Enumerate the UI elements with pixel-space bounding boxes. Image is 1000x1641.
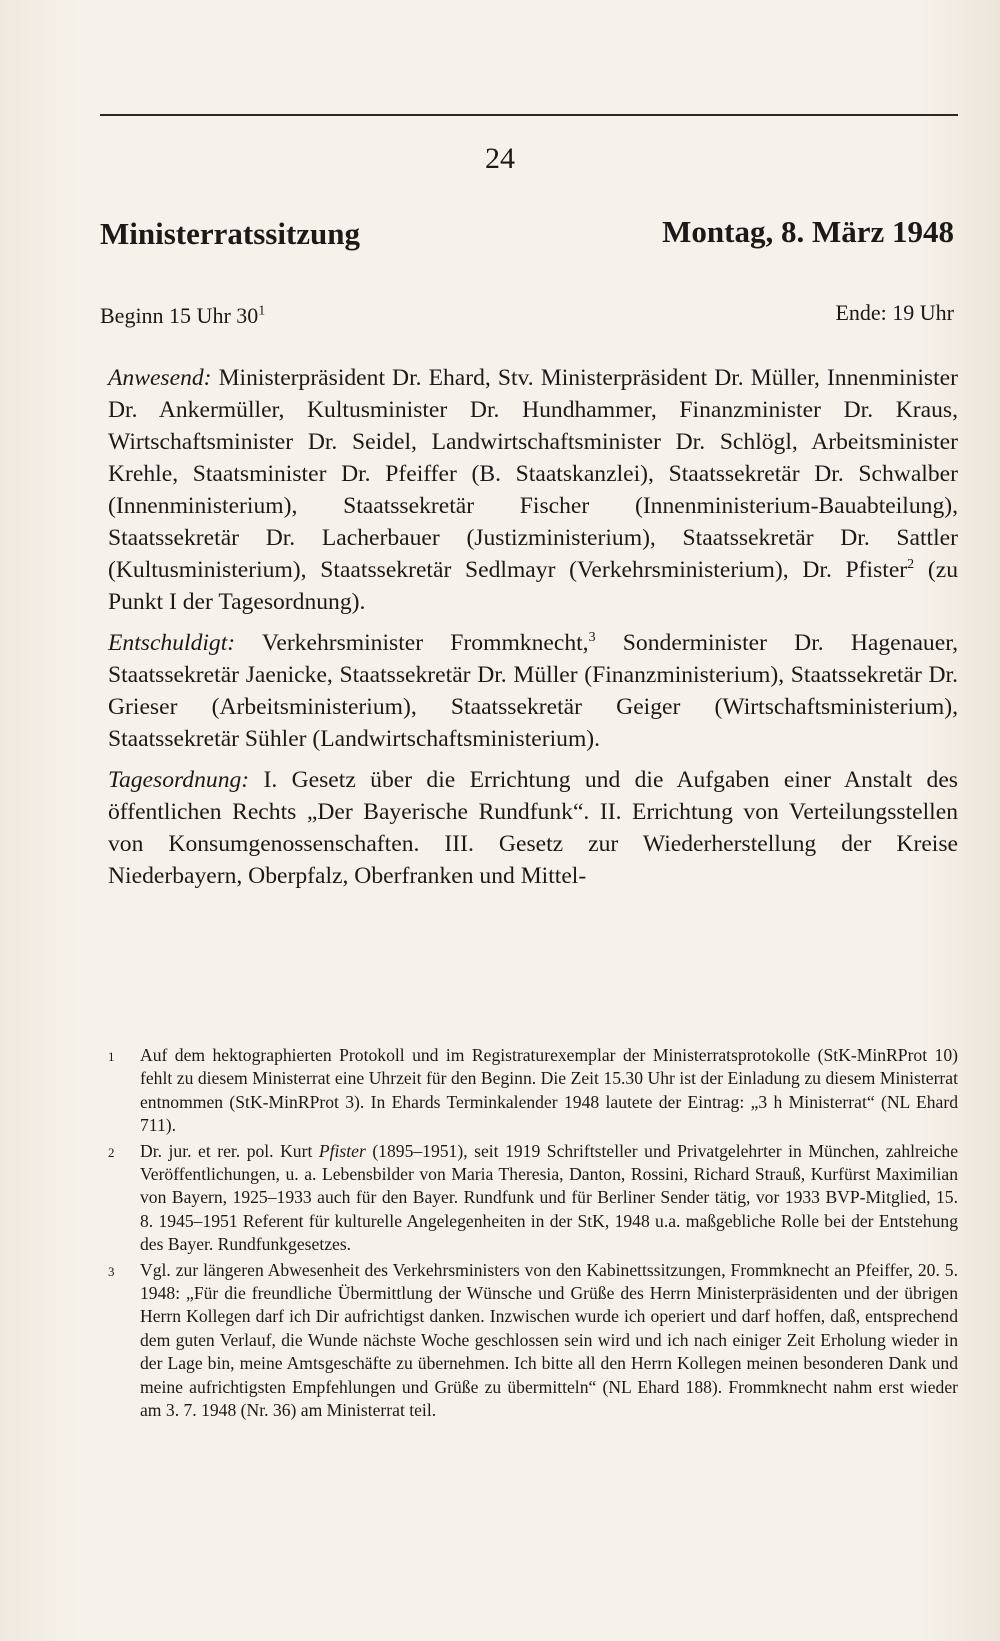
- footnote-number: 3: [108, 1263, 115, 1279]
- footnote-number: 2: [108, 1144, 115, 1160]
- footnote-ref-2: 2: [907, 557, 915, 573]
- agenda-paragraph: [108, 764, 958, 892]
- attendees-text-end: (zu Punkt I der Tagesordnung).: [108, 557, 958, 615]
- begin-text: Beginn 15 Uhr 30: [100, 303, 259, 328]
- footnote: [108, 1140, 958, 1257]
- attendees-text: Ministerpräsident Dr. Ehard, Stv. Ministerpräsident Dr. Müller, Innenminister Dr. Ankermüller, Kultusminister Dr. Hundhammer, Finanzminister Dr. Kraus, Wirtschaftsminister Dr. Seidel, Landwirtschaftsminister Dr. Schlögl, Arbeitsminister Krehle, Staatsminister Dr. Pfeiffer (B. Staatskanzlei), Staatssekretär Dr. Schwalber (Innenministerium), Staatssekretär Fischer (Innenministerium-Bauabteilung), Staatssekretär Dr. Lacherbauer (Justizministerium), Staatssekretär Dr. Sattler (Kultusministerium), Staatssekretär Sedlmayr (Verkehrsministerium), Dr. Pfister: [108, 365, 958, 583]
- session-title: Ministerratssitzung: [100, 216, 361, 251]
- footnote-ref-1: 1: [258, 303, 266, 319]
- footnote-person-name: Pfister: [318, 1140, 366, 1161]
- attendees-label: Anwesend:: [108, 365, 212, 391]
- attendees-paragraph: [108, 362, 958, 618]
- document-number: 24: [485, 142, 515, 175]
- footnote-text: Auf dem hektographierten Protokoll und im Registraturexemplar der Ministerratsprotokolle (StK-MinRProt 10) fehlt zu diesem Ministerrat eine Uhrzeit für den Beginn. Die Zeit 15.30 Uhr ist der Einladung zu diesem Ministerrat entnommen (StK-MinRProt 3). In Ehards Terminkalender 1948 lautete der Eintrag: „3 h Ministerrat“ (NL Ehard 711).: [140, 1045, 958, 1136]
- excused-text-end: Sonderminister Dr. Hagenauer, Staatssekretär Jaenicke, Staatssekretär Dr. Müller (Finanzministerium), Staatssekretär Dr. Grieser (Arbeitsministerium), Staatssekretär Geiger (Wirtschaftsministerium), Staatssekretär Sühler (Landwirtschaftsministerium).: [108, 630, 959, 752]
- footnote-text-prefix: Dr. jur. et rer. pol. Kurt: [140, 1140, 319, 1161]
- excused-label: Entschuldigt:: [108, 630, 236, 656]
- footnote: [108, 1259, 958, 1423]
- excused-paragraph: [108, 627, 958, 755]
- body-text: [108, 362, 958, 901]
- end-time: Ende: 19 Uhr: [835, 300, 954, 325]
- footnote-text: Vgl. zur längeren Abwesenheit des Verkehrsministers von den Kabinettssitzungen, Frommknecht an Pfeiffer, 20. 5. 1948: „Für die freundliche Übermittlung der Wünsche und Grüße des Herrn Ministerpräsidenten und der übrigen Herrn Kollegen darf ich Dir aufrichtigst danken. Inzwischen wurde ich operiert und darf hoffen, daß, entsprechend dem guten Verlauf, die Wunde nächste Woche geschlossen sein wird und ich nach einiger Zeit Erholung wieder in der Lage bin, meine Amtsgeschäfte zu übernehmen. Ich bitte all den Herrn Kollegen meinen besonderen Dank und meine aufrichtigsten Empfehlungen und Grüße zu übermitteln“ (NL Ehard 188). Frommknecht nahm erst wieder am 3. 7. 1948 (Nr. 36) am Ministerrat teil.: [140, 1259, 958, 1421]
- agenda-label: Tagesordnung:: [108, 767, 250, 793]
- footnotes: [108, 1044, 958, 1425]
- footnote-ref-3: 3: [588, 630, 596, 646]
- footnote-number: 1: [108, 1049, 115, 1064]
- footnote-text: (1895–1951), seit 1919 Schriftsteller und Privatgelehrter in München, zahlreiche Veröffentlichungen, u. a. Lebensbilder von Maria Theresia, Danton, Rossini, Richard Strauß, Kurfürst Maximilian von Bayern, 1925–1933 auch für den Bayer. Rundfunk und für Berliner Sender tätig, vor 1933 BVP-Mitglied, 15. 8. 1945–1951 Referent für kulturelle Angelegenheiten in der StK, 1948 u.a. maßgebliche Rolle bei der Entstehung des Bayer. Rundfunkgesetzes.: [140, 1140, 958, 1255]
- excused-text: Verkehrsminister Frommknecht,: [235, 630, 589, 656]
- agenda-text: I. Gesetz über die Errichtung und die Aufgaben einer Anstalt des öffentlichen Rechts „Der Bayerische Rundfunk“. II. Errichtung von Verteilungsstellen von Konsumgenossenschaften. III. Gesetz zur Wiederherstellung der Kreise Niederbayern, Oberpfalz, Oberfranken und Mittel-: [108, 767, 958, 889]
- header-rule: [100, 114, 958, 116]
- footnote: [108, 1044, 958, 1138]
- session-date: Montag, 8. März 1948: [662, 214, 954, 249]
- begin-time: [100, 303, 265, 329]
